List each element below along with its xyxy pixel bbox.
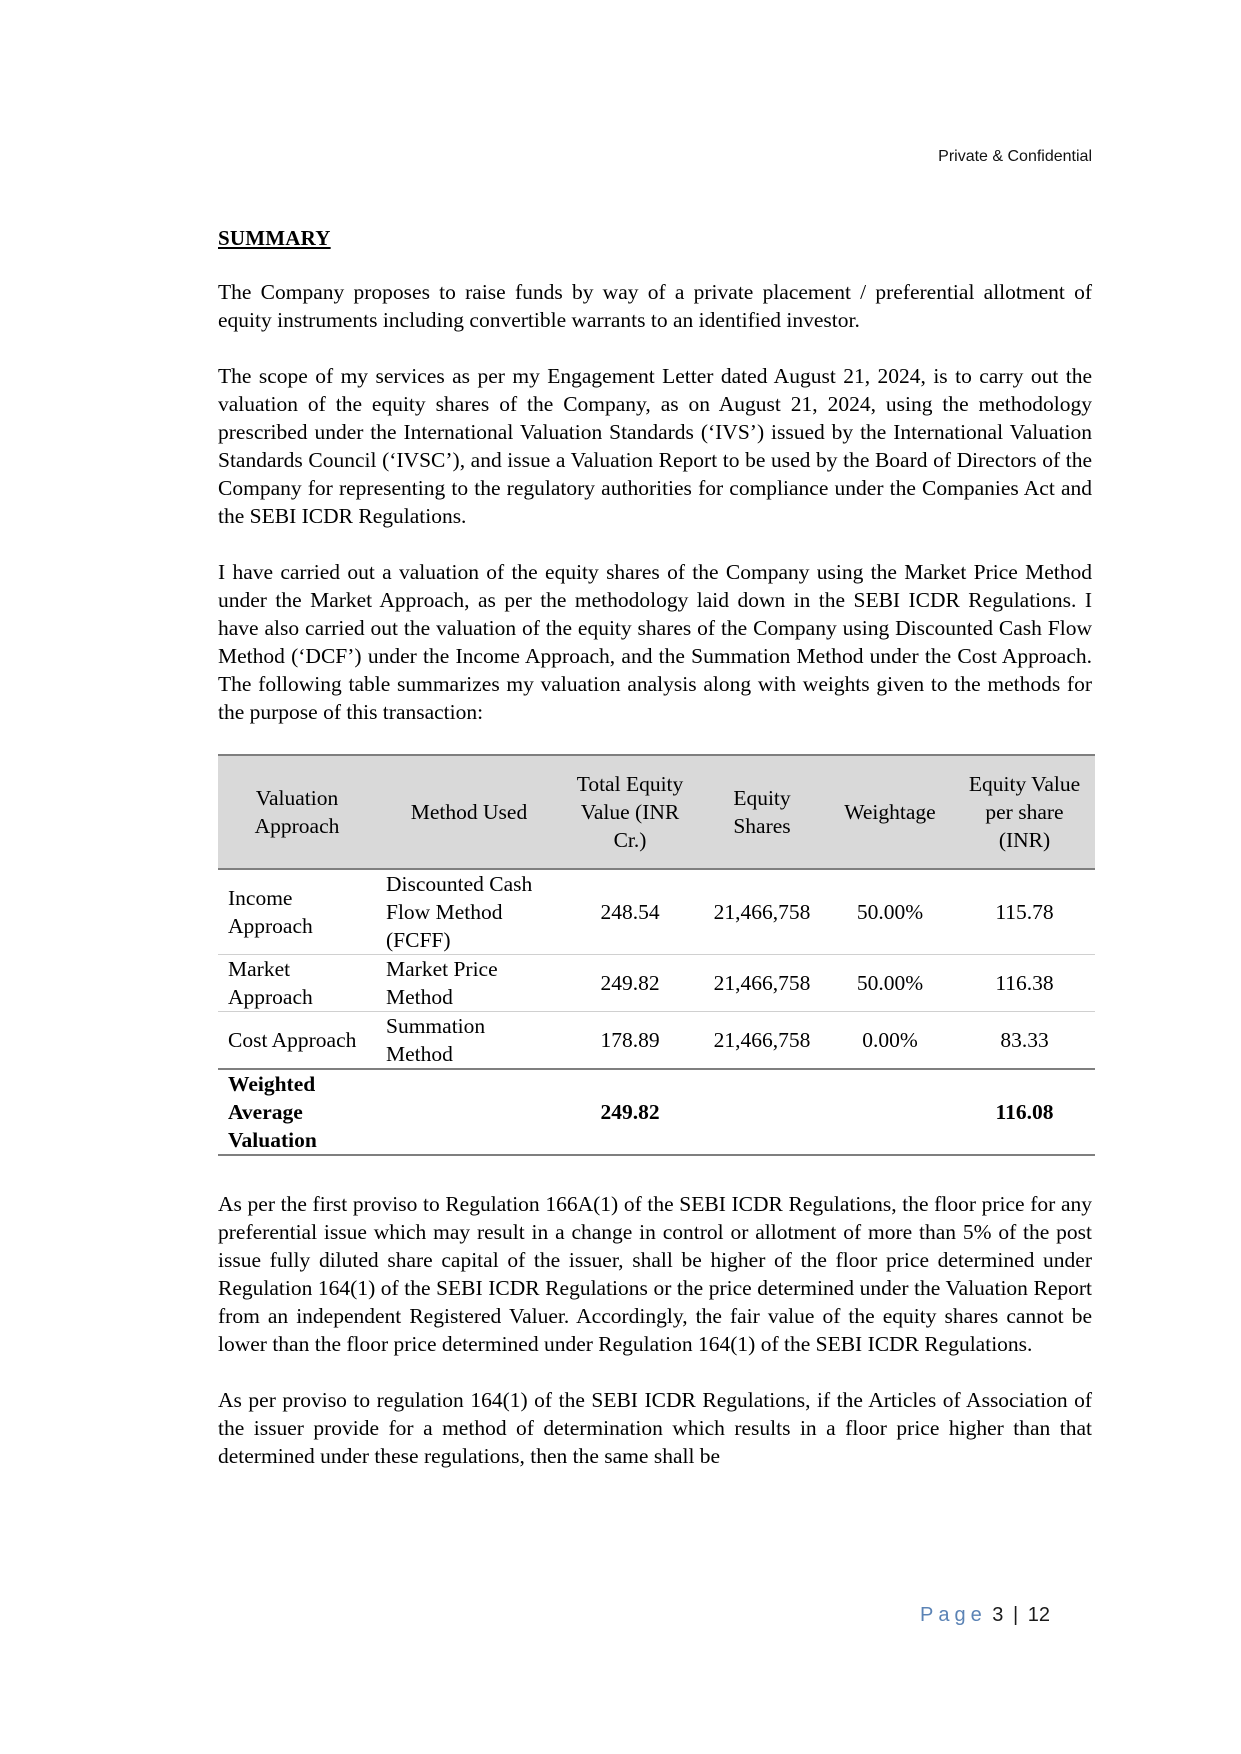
- valuation-summary-table: [218, 754, 1095, 1156]
- paragraph: As per proviso to regulation 164(1) of the SEBI ICDR Regulations, if the Articles of Association of the issuer provide for a method of determination which results in a floor price higher than that determined under these regulations, then the same shall be: [218, 1388, 1092, 1468]
- table-cell: 116.08: [954, 1069, 1095, 1155]
- column-header: Total Equity Value (INR Cr.): [562, 755, 698, 869]
- table-row: [218, 1012, 1095, 1070]
- table-cell: Discounted Cash Flow Method (FCFF): [376, 869, 562, 955]
- table-cell: [376, 1069, 562, 1155]
- table-header-row: [218, 755, 1095, 869]
- paragraph: The Company proposes to raise funds by way of a private placement / preferential allotment of equity instruments including convertible warrants to an identified investor.: [218, 280, 1092, 332]
- column-header: Equity Value per share (INR): [954, 755, 1095, 869]
- table-cell: 21,466,758: [698, 869, 826, 955]
- paragraph: The scope of my services as per my Engagement Letter dated August 21, 2024, is to carry out the valuation of the equity shares of the Company, as on August 21, 2024, using the methodology prescribed under the International Valuation Standards (‘IVS’) issued by the International Valuation Standards Council (‘IVSC’), and issue a Valuation Report to be used by the Board of Directors of the Company for representing to the regulatory authorities for compliance under the Companies Act and the SEBI ICDR Regulations.: [218, 364, 1092, 528]
- after-table-text: [218, 1190, 1092, 1470]
- table-cell: Income Approach: [218, 869, 376, 955]
- table-row: [218, 955, 1095, 1012]
- paragraph: As per the first proviso to Regulation 166A(1) of the SEBI ICDR Regulations, the floor price for any preferential issue which may result in a change in control or allotment of more than 5% of the post issue fully diluted share capital of the issuer, shall be higher of the floor price determined under Regulation 164(1) of the SEBI ICDR Regulations or the price determined under the Valuation Report from an independent Registered Valuer. Accordingly, the fair value of the equity shares cannot be lower than the floor price determined under Regulation 164(1) of the SEBI ICDR Regulations.: [218, 1192, 1092, 1356]
- table-cell: 50.00%: [826, 955, 954, 1012]
- total-pages: 12: [1027, 1604, 1050, 1626]
- table-cell: Cost Approach: [218, 1012, 376, 1070]
- column-header: Valuation Approach: [218, 755, 376, 869]
- table-row: [218, 869, 1095, 955]
- paragraph: I have carried out a valuation of the equity shares of the Company using the Market Price Method under the Market Approach, as per the methodology laid down in the SEBI ICDR Regulations. I have also carried out the valuation of the equity shares of the Company using Discounted Cash Flow Method (‘DCF’) under the Income Approach, and the Summation Method under the Cost Approach. The following table summarizes my valuation analysis along with weights given to the methods for the purpose of this transaction:: [218, 560, 1092, 724]
- table-cell: 249.82: [562, 955, 698, 1012]
- table-total-row: [218, 1069, 1095, 1155]
- table-cell: Weighted Average Valuation: [218, 1069, 376, 1155]
- table-cell: 115.78: [954, 869, 1095, 955]
- column-header: Equity Shares: [698, 755, 826, 869]
- table-cell: 21,466,758: [698, 955, 826, 1012]
- table-cell: 0.00%: [826, 1012, 954, 1070]
- column-header: Weightage: [826, 755, 954, 869]
- page-number-footer: [920, 1604, 1050, 1627]
- current-page-number: 3: [992, 1604, 1004, 1626]
- table-cell: Market Approach: [218, 955, 376, 1012]
- table-cell: 116.38: [954, 955, 1095, 1012]
- table-cell: 21,466,758: [698, 1012, 826, 1070]
- column-header: Method Used: [376, 755, 562, 869]
- table-cell: Summation Method: [376, 1012, 562, 1070]
- table-cell: [698, 1069, 826, 1155]
- page-content: [218, 226, 1092, 1498]
- table-cell: 178.89: [562, 1012, 698, 1070]
- page-word: Page: [920, 1604, 987, 1626]
- confidentiality-label: Private & Confidential: [938, 148, 1092, 165]
- section-title: SUMMARY: [218, 226, 331, 250]
- table-cell: Market Price Method: [376, 955, 562, 1012]
- table-cell: 50.00%: [826, 869, 954, 955]
- page-separator: |: [1012, 1604, 1019, 1626]
- table-cell: 83.33: [954, 1012, 1095, 1070]
- table-cell: 248.54: [562, 869, 698, 955]
- table-cell: [826, 1069, 954, 1155]
- table-cell: 249.82: [562, 1069, 698, 1155]
